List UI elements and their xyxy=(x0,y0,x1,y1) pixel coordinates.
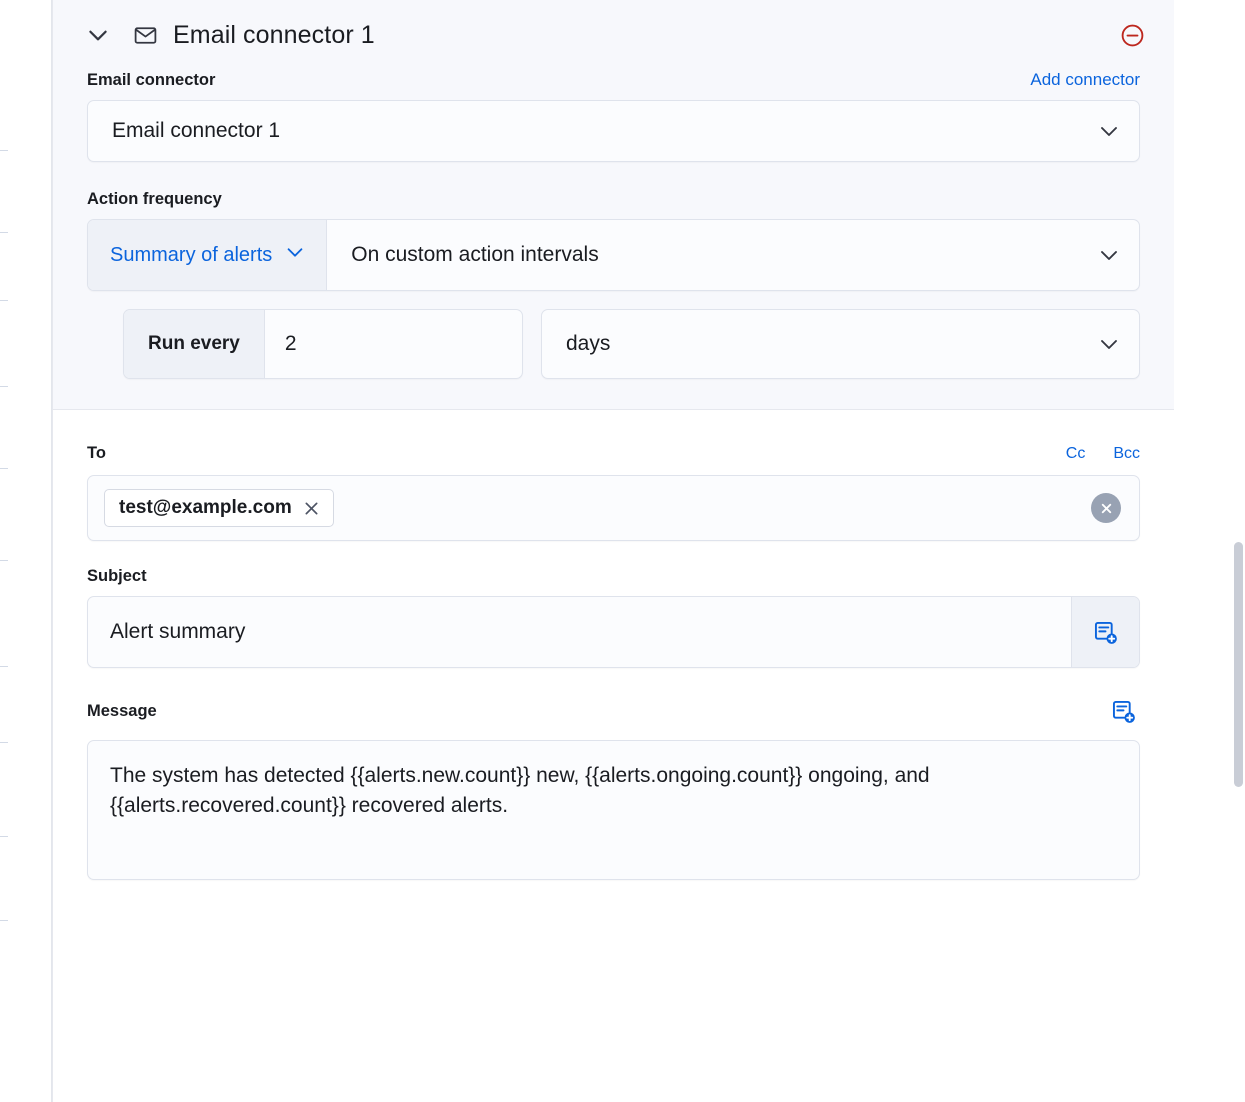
remove-recipient-icon[interactable] xyxy=(302,499,321,518)
recipient-email: test@example.com xyxy=(119,497,292,518)
interval-unit-value: days xyxy=(566,332,611,355)
add-variable-icon[interactable] xyxy=(1071,597,1139,667)
custom-interval-row xyxy=(87,309,1140,379)
summary-mode-value: Summary of alerts xyxy=(110,243,273,266)
add-connector-link[interactable]: Add connector xyxy=(1030,70,1140,89)
connector-label-row xyxy=(87,70,1140,90)
bcc-link[interactable]: Bcc xyxy=(1113,445,1140,462)
interval-unit-select[interactable] xyxy=(541,309,1140,379)
panel-scrollbar[interactable] xyxy=(1232,0,1245,1102)
subject-label: Subject xyxy=(87,567,147,585)
scrollbar-thumb[interactable] xyxy=(1234,542,1243,787)
run-every-group xyxy=(123,309,523,379)
chevron-down-icon xyxy=(1097,119,1121,143)
action-frequency-label: Action frequency xyxy=(87,190,222,208)
interval-mode-select[interactable] xyxy=(327,220,1139,290)
to-label-row xyxy=(87,444,1140,463)
message-label-row xyxy=(87,694,1140,728)
action-title: Email connector 1 xyxy=(173,20,375,49)
to-combobox[interactable] xyxy=(87,475,1140,541)
chevron-down-icon[interactable] xyxy=(81,18,115,52)
add-variable-icon[interactable] xyxy=(1106,694,1140,728)
connector-label: Email connector xyxy=(87,71,216,89)
message-label: Message xyxy=(87,701,157,720)
connector-select[interactable] xyxy=(87,100,1140,162)
cc-link[interactable]: Cc xyxy=(1065,445,1086,462)
run-every-input[interactable] xyxy=(265,310,523,378)
subject-input[interactable] xyxy=(88,597,1071,667)
action-header xyxy=(53,0,1174,70)
action-header-area xyxy=(53,0,1174,410)
connector-section xyxy=(53,70,1174,409)
to-label: To xyxy=(87,444,106,462)
envelope-icon xyxy=(131,21,159,49)
run-every-label: Run every xyxy=(124,310,265,378)
email-action-panel xyxy=(52,0,1174,1102)
summary-mode-select[interactable] xyxy=(88,220,327,290)
email-message-form xyxy=(53,410,1174,880)
chevron-down-icon xyxy=(284,241,306,269)
background-page-edge xyxy=(0,0,52,1102)
connector-select-value: Email connector 1 xyxy=(112,119,281,142)
circle-minus-icon[interactable] xyxy=(1118,21,1146,49)
action-frequency-control xyxy=(87,219,1140,291)
clear-all-icon[interactable] xyxy=(1091,493,1121,523)
to-links xyxy=(1066,445,1140,463)
recipient-pill xyxy=(104,489,334,527)
subject-field-group xyxy=(87,596,1140,668)
chevron-down-icon xyxy=(1097,243,1121,267)
interval-mode-value: On custom action intervals xyxy=(351,243,599,266)
message-textarea[interactable]: The system has detected {{alerts.new.count}} new, {{alerts.ongoing.count}} ongoing, and {{alerts.recovered.count}} recovered alerts. xyxy=(87,740,1140,880)
chevron-down-icon xyxy=(1097,332,1121,356)
